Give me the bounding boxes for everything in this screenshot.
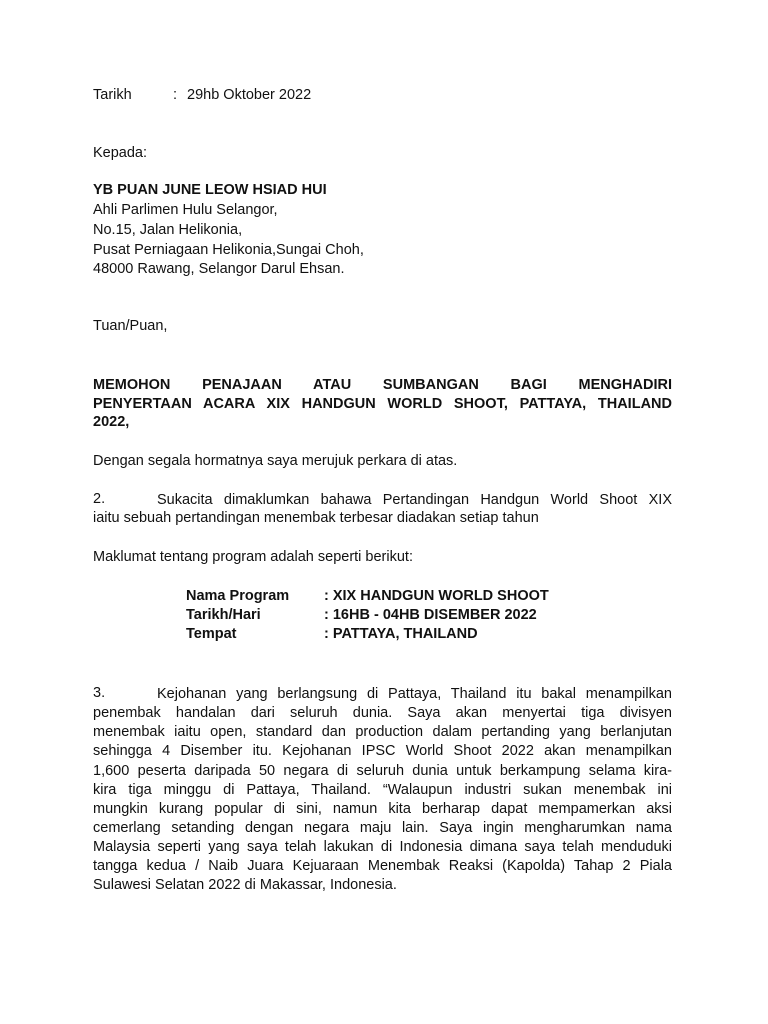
program-value: : 16HB - 04HB DISEMBER 2022 — [324, 607, 537, 623]
address-line: No.15, Jalan Helikonia, — [93, 222, 243, 238]
subject-line: PENYERTAAN ACARA XIX HANDGUN WORLD SHOOT, PATTAYA, THAILAND — [93, 396, 672, 412]
paragraph-line: penembak handalan dari seluruh dunia. Saya akan menyertai tiga divisyen — [93, 705, 672, 721]
salutation: Tuan/Puan, — [93, 318, 168, 334]
recipient-name: YB PUAN JUNE LEOW HSIAD HUI — [93, 182, 327, 198]
paragraph-line: cemerlang setanding dengan negara maju lain. Saya ingin mengharumkan nama — [93, 820, 672, 836]
subject-line: MEMOHON PENAJAAN ATAU SUMBANGAN BAGI MENGHADIRI — [93, 377, 672, 393]
program-intro: Maklumat tentang program adalah seperti berikut: — [93, 549, 413, 565]
date-separator: : — [173, 87, 178, 103]
address-line: Ahli Parlimen Hulu Selangor, — [93, 202, 278, 218]
date-value: 29hb Oktober 2022 — [187, 87, 312, 103]
program-value: : PATTAYA, THAILAND — [324, 626, 478, 642]
paragraph-line: menembak iaitu open, standard dan production dalam pertanding yang berlanjutan — [93, 724, 672, 740]
program-value: : XIX HANDGUN WORLD SHOOT — [324, 588, 549, 604]
paragraph-line: sehingga 4 Disember itu. Kejohanan IPSC World Shoot 2022 akan menampilkan — [93, 743, 672, 759]
paragraph-number: 2. — [93, 491, 106, 507]
paragraph-line: Kejohanan yang berlangsung di Pattaya, Thailand itu bakal menampilkan — [157, 686, 672, 702]
date-label: Tarikh — [93, 87, 132, 103]
paragraph-line: iaitu sebuah pertandingan menembak terbesar diadakan setiap tahun — [93, 510, 539, 526]
paragraph-line: 1,600 peserta daripada 50 negara di seluruh dunia untuk berkampung selama kira- — [93, 763, 672, 779]
paragraph-line: Sulawesi Selatan 2022 di Makassar, Indonesia. — [93, 877, 397, 893]
program-label: Tarikh/Hari — [186, 607, 261, 623]
address-line: 48000 Rawang, Selangor Darul Ehsan. — [93, 261, 345, 277]
kepada-label: Kepada: — [93, 145, 148, 161]
paragraph-line: mungkin kurang popular di sini, namun kita berharap dapat mempamerkan aksi — [93, 801, 672, 817]
program-label: Nama Program — [186, 588, 290, 604]
paragraph-number: 3. — [93, 685, 106, 701]
subject-line: 2022, — [93, 414, 130, 430]
paragraph-line: kira tiga minggu di Pattaya, Thailand. “Walaupun industri sukan menembak ini — [93, 782, 672, 798]
paragraph-line: Malaysia seperti yang saya telah lakukan di Indonesia dimana saya telah menduduki — [93, 839, 672, 855]
opening-paragraph: Dengan segala hormatnya saya merujuk perkara di atas. — [93, 453, 458, 469]
paragraph-line: Sukacita dimaklumkan bahawa Pertandingan Handgun World Shoot XIX — [157, 492, 672, 508]
paragraph-line: tangga kedua / Naib Juara Kejuaraan Menembak Reaksi (Kapolda) Tahap 2 Piala — [93, 858, 672, 874]
address-line: Pusat Perniagaan Helikonia,Sungai Choh, — [93, 242, 364, 258]
program-label: Tempat — [186, 626, 237, 642]
